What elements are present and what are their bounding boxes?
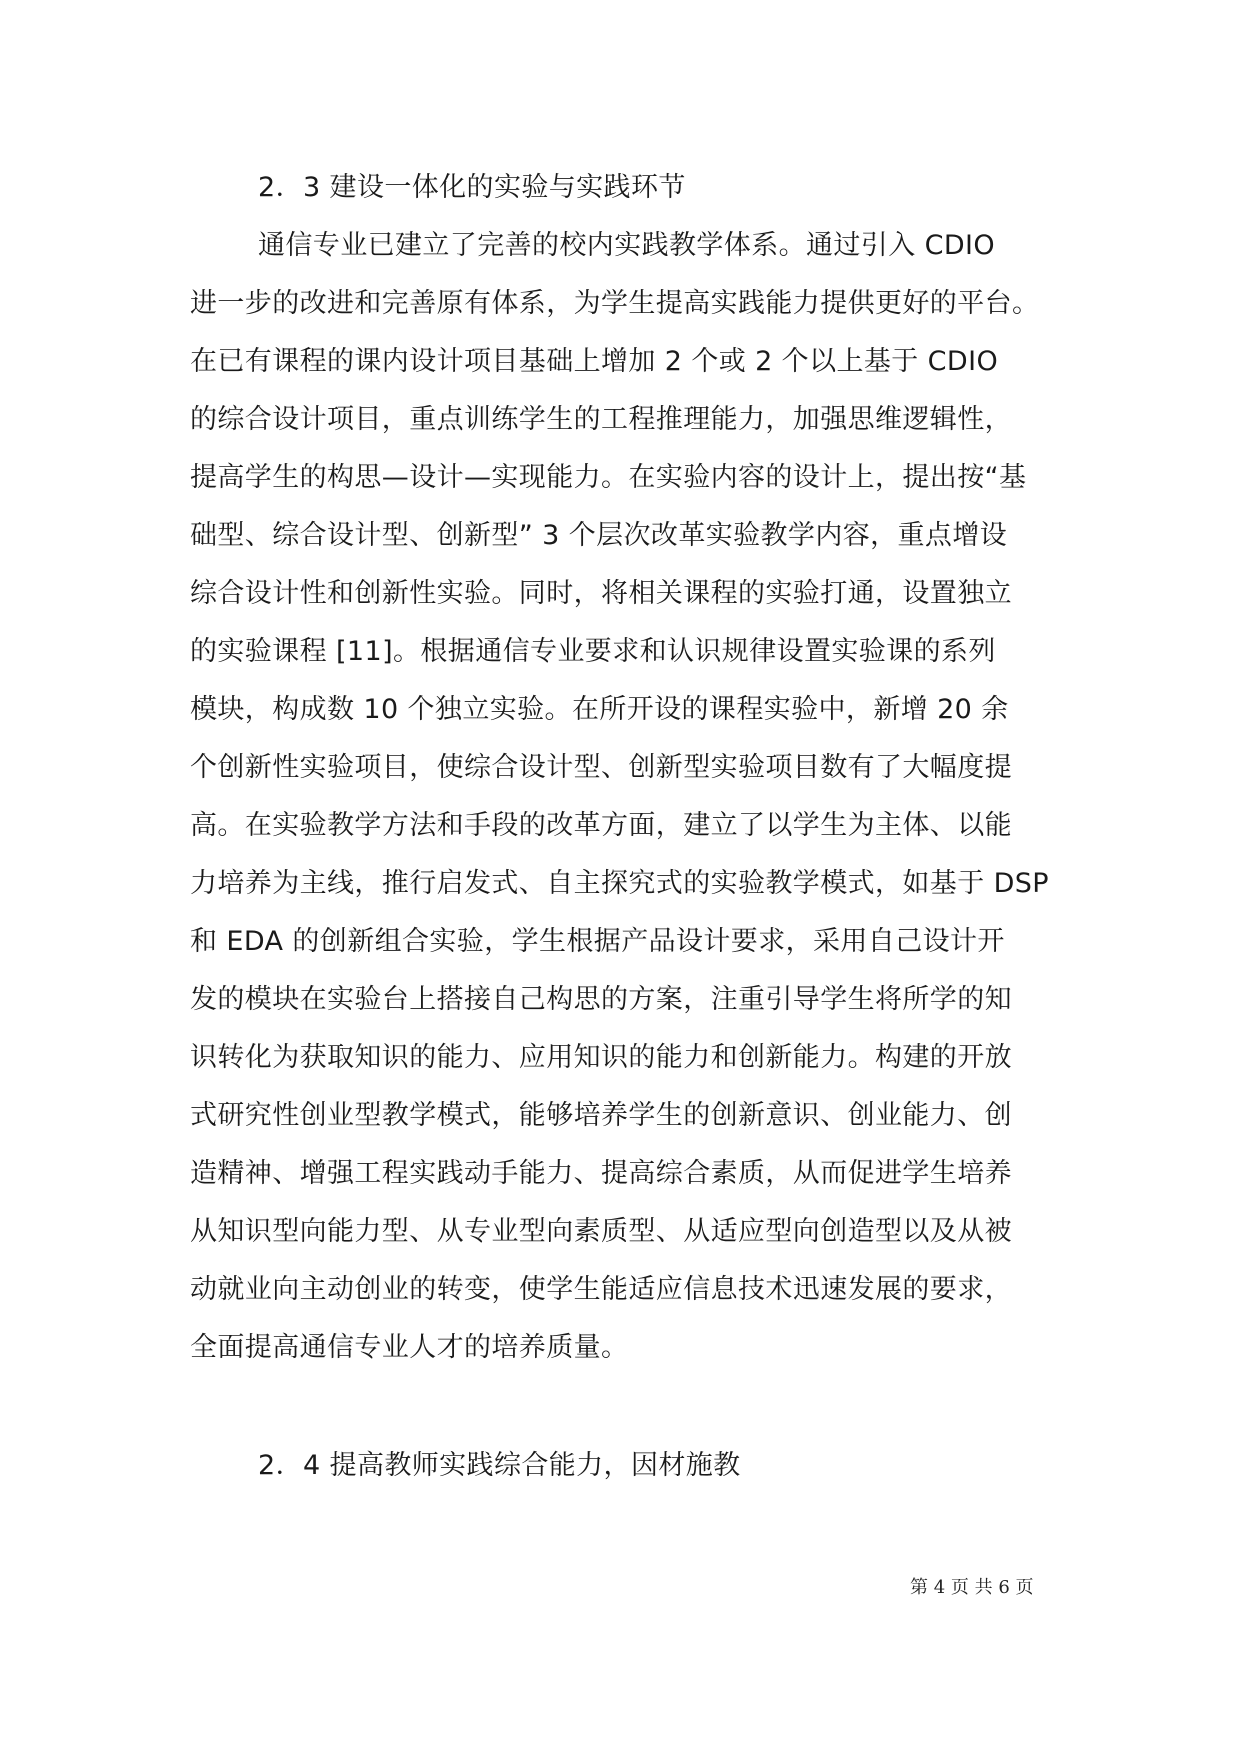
paragraph-line: 础型、综合设计型、创新型” 3 个层次改革实验教学内容，重点增设 bbox=[190, 520, 1008, 551]
paragraph-line: 和 EDA 的创新组合实验，学生根据产品设计要求，采用自己设计开 bbox=[190, 926, 1005, 957]
paragraph-line: 个创新性实验项目，使综合设计型、创新型实验项目数有了大幅度提 bbox=[190, 752, 1012, 783]
paragraph-line: 进一步的改进和完善原有体系，为学生提高实践能力提供更好的平台。 bbox=[190, 288, 1040, 319]
paragraph-line: 从知识型向能力型、从专业型向素质型、从适应型向创造型以及从被 bbox=[190, 1216, 1012, 1247]
paragraph-line: 综合设计性和创新性实验。同时，将相关课程的实验打通，设置独立 bbox=[190, 578, 1012, 609]
paragraph-line: 发的模块在实验台上搭接自己构思的方案，注重引导学生将所学的知 bbox=[190, 984, 1012, 1015]
paragraph-line: 的实验课程 [11]。根据通信专业要求和认识规律设置实验课的系列 bbox=[190, 636, 996, 667]
page-number: 第 4 页 共 6 页 bbox=[910, 1577, 1034, 1598]
paragraph-line: 在已有课程的课内设计项目基础上增加 2 个或 2 个以上基于 CDIO bbox=[190, 346, 999, 377]
paragraph-line: 识转化为获取知识的能力、应用知识的能力和创新能力。构建的开放 bbox=[190, 1042, 1012, 1073]
paragraph-line: 提高学生的构思—设计—实现能力。在实验内容的设计上，提出按“基 bbox=[190, 462, 1027, 493]
section-heading: 2．4 提高教师实践综合能力，因材施教 bbox=[258, 1450, 741, 1481]
paragraph-line: 的综合设计项目，重点训练学生的工程推理能力，加强思维逻辑性， bbox=[190, 404, 1012, 435]
paragraph-line: 全面提高通信专业人才的培养质量。 bbox=[190, 1332, 629, 1363]
paragraph-line: 造精神、增强工程实践动手能力、提高综合素质，从而促进学生培养 bbox=[190, 1158, 1012, 1189]
paragraph-line: 高。在实验教学方法和手段的改革方面，建立了以学生为主体、以能 bbox=[190, 810, 1012, 841]
section-heading: 2．3 建设一体化的实验与实践环节 bbox=[258, 172, 686, 203]
paragraph-line: 力培养为主线，推行启发式、自主探究式的实验教学模式，如基于 DSP bbox=[190, 868, 1049, 899]
paragraph-line: 动就业向主动创业的转变，使学生能适应信息技术迅速发展的要求， bbox=[190, 1274, 1012, 1305]
paragraph-line: 模块，构成数 10 个独立实验。在所开设的课程实验中，新增 20 余 bbox=[190, 694, 1009, 725]
paragraph-line: 通信专业已建立了完善的校内实践教学体系。通过引入 CDIO bbox=[258, 230, 996, 261]
paragraph-line: 式研究性创业型教学模式，能够培养学生的创新意识、创业能力、创 bbox=[190, 1100, 1012, 1131]
